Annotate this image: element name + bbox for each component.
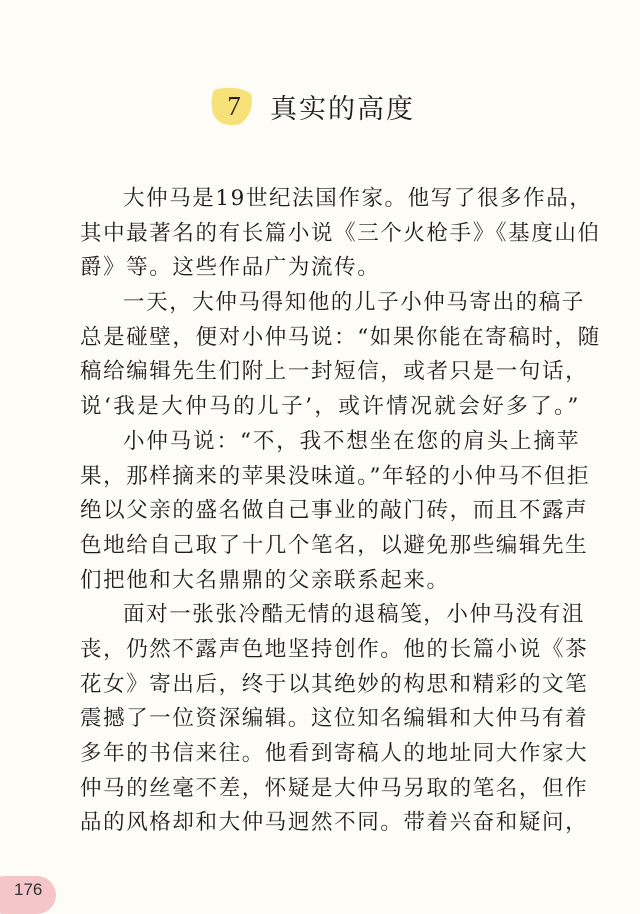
text-line: 仲马的丝毫不差，怀疑是大仲马另取的笔名，但作 xyxy=(80,775,589,801)
text-line: 多年的书信来往。他看到寄稿人的地址同大作家大 xyxy=(80,741,589,766)
text-line: 其中最著名的有长篇小说《三个火枪手》《基度山伯 xyxy=(80,220,601,246)
page-number: 176 xyxy=(14,880,43,899)
text-line: 们把他和大名鼎鼎的父亲联系起来。 xyxy=(80,567,450,593)
text-line: 花女》寄出后，终于以其绝妙的构思和精彩的文笔 xyxy=(80,671,589,697)
text-line: 一天，大仲马得知他的儿子小仲马寄出的稿子 xyxy=(123,290,586,316)
text-line: 品的风格却和大仲马迥然不同。带着兴奋和疑问， xyxy=(80,810,589,836)
lesson-number: 7 xyxy=(227,90,241,121)
lesson-body xyxy=(80,182,601,841)
text-line: 丧，仍然不露声色地坚持创作。他的长篇小说《茶 xyxy=(80,636,589,662)
text-line: 总是碰壁，便对小仲马说：“如果你能在寄稿时，随 xyxy=(80,324,601,350)
lesson-number-badge xyxy=(210,84,254,128)
lesson-heading xyxy=(210,82,415,130)
text-line: 稿给编辑先生们附上一封短信，或者只是一句话， xyxy=(80,359,589,385)
text-line: 小仲马说：“不，我不想坐在您的肩头上摘苹 xyxy=(123,428,580,454)
text-line: 震撼了一位资深编辑。这位知名编辑和大仲马有着 xyxy=(80,706,589,732)
page-number-tab xyxy=(0,876,56,914)
text-line: 说‘我是大仲马的儿子’，或许情况就会好多了。” xyxy=(80,394,580,420)
text-line: 色地给自己取了十几个笔名，以避免那些编辑先生 xyxy=(80,532,589,558)
text-line: 绝以父亲的盛名做自己事业的敲门砖，而且不露声 xyxy=(80,498,589,524)
lesson-title: 真实的高度 xyxy=(270,93,415,125)
text-line: 爵》等。这些作品广为流传。 xyxy=(80,255,381,281)
text-line: 果，那样摘来的苹果没味道。”年轻的小仲马不但拒 xyxy=(80,463,591,489)
text-line: 面对一张张冷酷无情的退稿笺，小仲马没有沮 xyxy=(123,602,586,628)
text-line: 大仲马是19世纪法国作家。他写了很多作品， xyxy=(123,186,593,211)
